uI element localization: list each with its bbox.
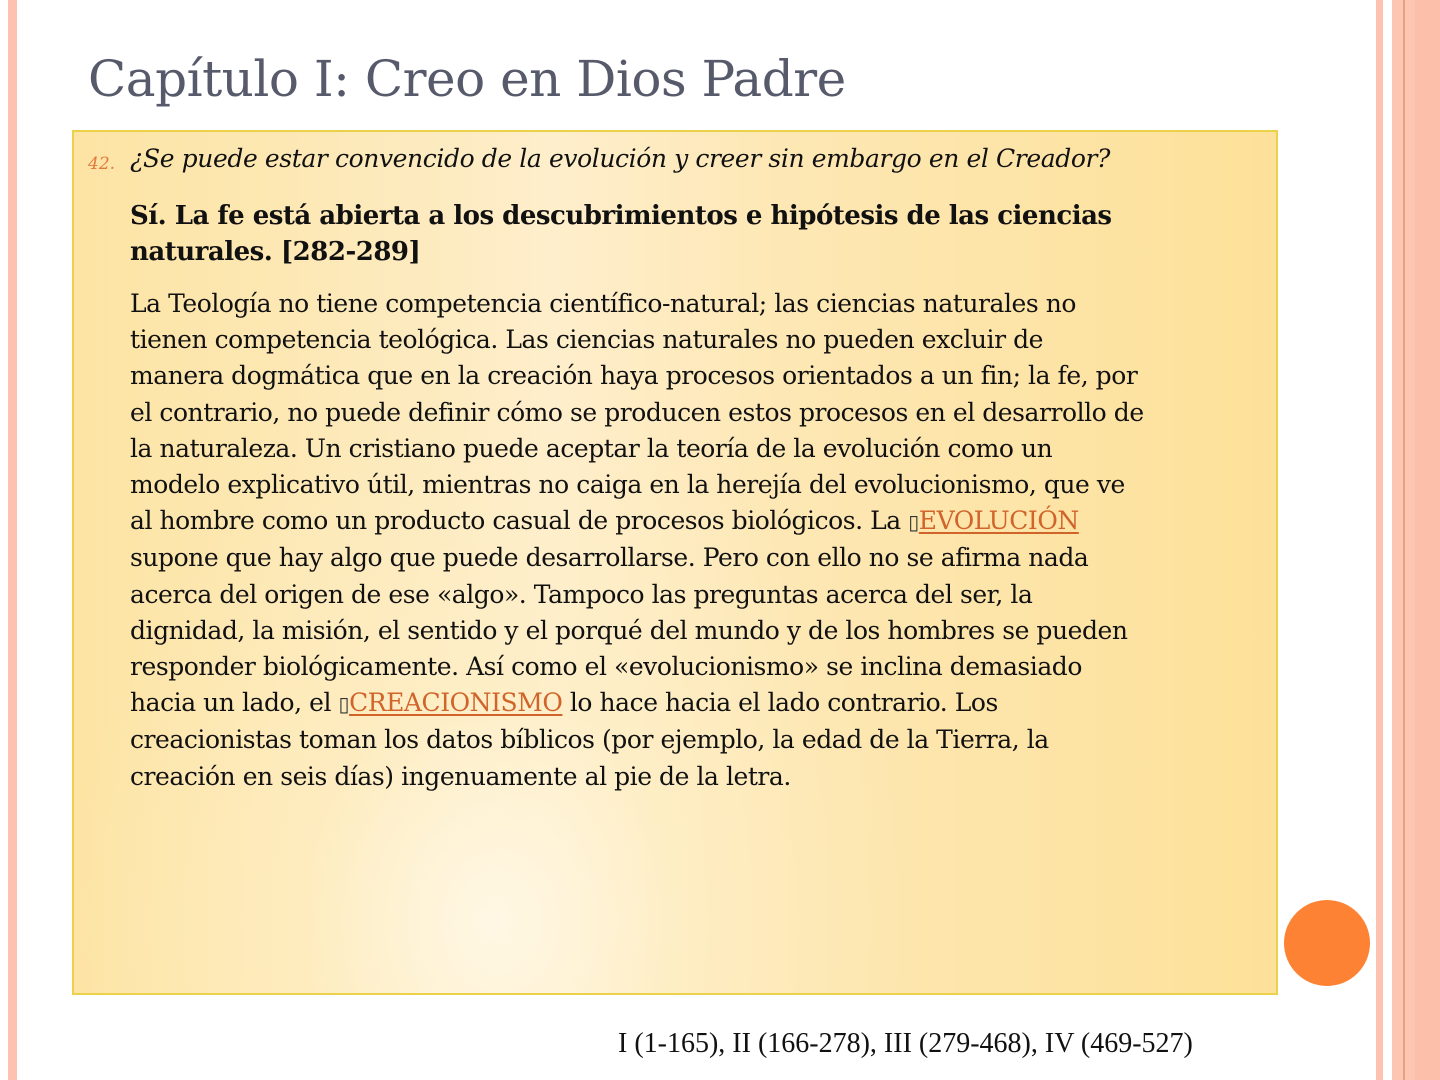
body-line: responder biológicamente. Así como el «evolucionismo» se inclina demasiado bbox=[130, 652, 1082, 682]
link-icon: ▯ bbox=[338, 692, 350, 717]
body-line: creacionistas toman los datos bíblicos (por ejemplo, la edad de la Tierra, la bbox=[130, 725, 1049, 755]
answer-summary bbox=[130, 198, 1250, 270]
creacionismo-link[interactable]: CREACIONISMO bbox=[349, 688, 563, 718]
body-line: modelo explicativo útil, mientras no caiga en la herejía del evolucionismo, que ve bbox=[130, 470, 1125, 500]
body-text-fragment: hacia un lado, el bbox=[130, 688, 339, 718]
body-line: La Teología no tiene competencia científico-natural; las ciencias naturales no bbox=[130, 289, 1076, 318]
right-decorative-line bbox=[1403, 0, 1405, 1080]
body-line: el contrario, no puede definir cómo se producen estos procesos en el desarrollo de bbox=[130, 397, 1144, 427]
answer-line: naturales. [282-289] bbox=[130, 237, 421, 267]
body-paragraph bbox=[130, 286, 1270, 795]
body-text-fragment: lo hace hacia el lado contrario. Los bbox=[562, 688, 998, 718]
right-decorative-stripe bbox=[1376, 0, 1383, 1080]
right-decorative-band-inner bbox=[1415, 0, 1440, 1080]
body-line: la naturaleza. Un cristiano puede aceptar la teoría de la evolución como un bbox=[130, 433, 1053, 463]
slide-title: Capítulo I: Creo en Dios Padre bbox=[88, 50, 846, 108]
content-box bbox=[72, 130, 1278, 995]
evolucion-link[interactable]: EVOLUCIÓN bbox=[918, 506, 1079, 536]
body-line: acerca del origen de ese «algo». Tampoco las preguntas acerca del ser, la bbox=[130, 579, 1033, 609]
chapter-ranges-footer: I (1-165), II (166-278), III (279-468), IV (469-527) bbox=[618, 1028, 1193, 1059]
orange-circle-decoration bbox=[1284, 900, 1370, 986]
body-line-with-link bbox=[130, 503, 1270, 540]
body-line-with-link bbox=[130, 685, 1270, 722]
body-line: manera dogmática que en la creación haya procesos orientados a un fin; la fe, por bbox=[130, 361, 1138, 391]
body-text-fragment: al hombre como un producto casual de procesos biológicos. La bbox=[130, 506, 909, 536]
question-text: ¿Se puede estar convencido de la evolución y creer sin embargo en el Creador? bbox=[130, 144, 1111, 173]
question-number: 42. bbox=[88, 154, 116, 174]
link-icon: ▯ bbox=[908, 510, 919, 535]
body-line: dignidad, la misión, el sentido y el porqué del mundo y de los hombres se pueden bbox=[130, 615, 1128, 645]
left-decorative-stripe bbox=[8, 0, 17, 1080]
body-line: creación en seis días) ingenuamente al pie de la letra. bbox=[130, 761, 791, 791]
body-line: supone que hay algo que puede desarrollarse. Pero con ello no se afirma nada bbox=[130, 543, 1089, 573]
answer-line: Sí. La fe está abierta a los descubrimientos e hipótesis de las ciencias bbox=[130, 201, 1112, 231]
body-line: tienen competencia teológica. Las ciencias naturales no pueden excluir de bbox=[130, 325, 1043, 355]
